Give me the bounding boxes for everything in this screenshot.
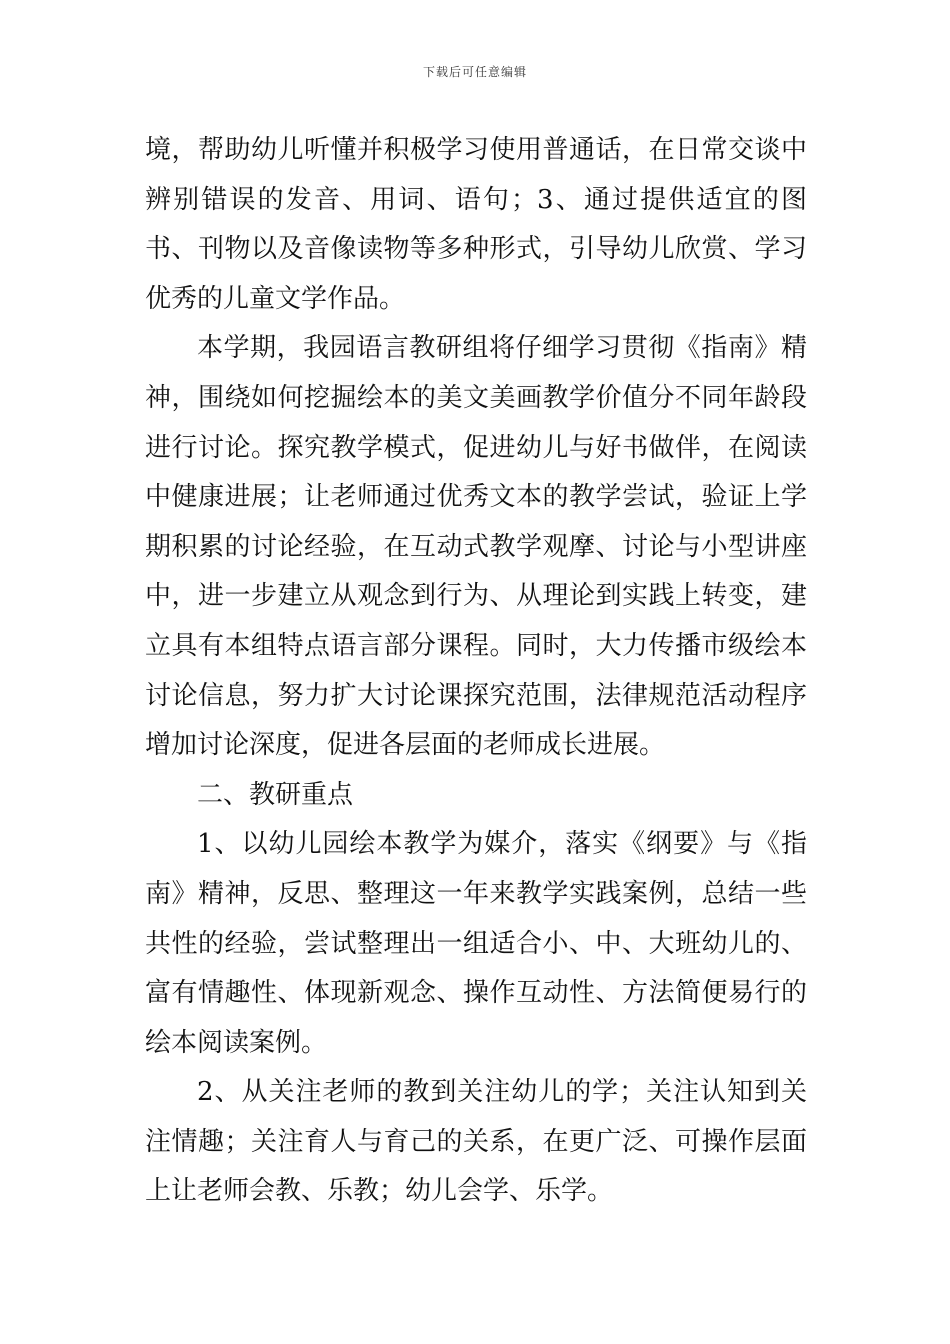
document-body xyxy=(145,126,807,1217)
section-heading-research-focus: 二、教研重点 xyxy=(197,779,354,810)
page-header: 下载后可任意编辑 xyxy=(422,65,527,79)
paragraph-focus-item-2: 2、从关注老师的教到关注幼儿的学；关注认知到关注情趣；关注育人与育己的关系，在更广泛、可操作层面上让老师会教、乐教；幼儿会学、乐学。 xyxy=(145,1077,807,1207)
paragraph-semester-plan: 本学期，我园语言教研组将仔细学习贯彻《指南》精神，围绕如何挖掘绘本的美文美画教学价值分不同年龄段进行讨论。探究教学模式，促进幼儿与好书做伴，在阅读中健康进展；让老师通过优秀文本的教学尝试，验证上学期积累的讨论经验，在互动式教学观摩、讨论与小型讲座中，进一步建立从观念到行为、从理论到实践上转变，建立具有本组特点语言部分课程。同时，大力传播市级绘本讨论信息，努力扩大讨论课探究范围，法律规范活动程序增加讨论深度，促进各层面的老师成长进展。 xyxy=(145,333,807,761)
paragraph-continuation: 境，帮助幼儿听懂并积极学习使用普通话，在日常交谈中辨别错误的发音、用词、语句；3、通过提供适宜的图书、刊物以及音像读物等多种形式，引导幼儿欣赏、学习优秀的儿童文学作品。 xyxy=(145,135,807,314)
paragraph-focus-item-1: 1、以幼儿园绘本教学为媒介，落实《纲要》与《指南》精神，反思、整理这一年来教学实践案例，总结一些共性的经验，尝试整理出一组适合小、中、大班幼儿的、富有情趣性、体现新观念、操作互动性、方法简便易行的绘本阅读案例。 xyxy=(145,829,807,1058)
